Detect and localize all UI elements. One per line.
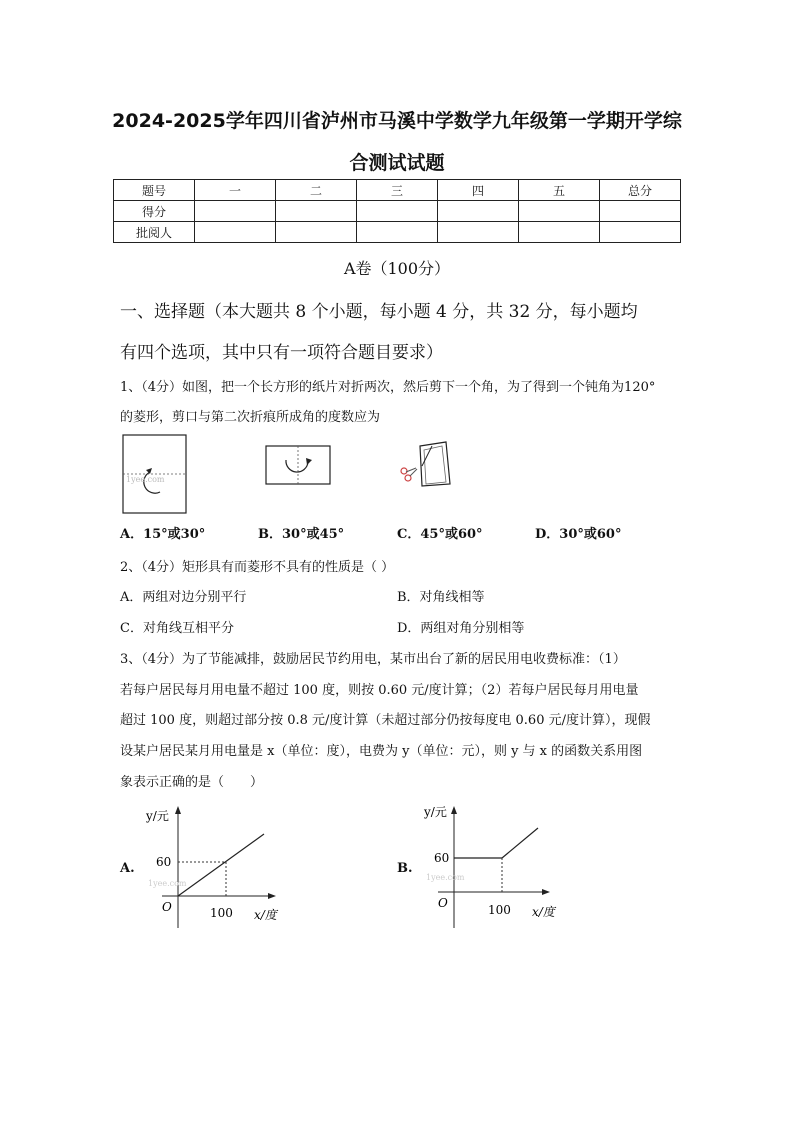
score-table-header: 总分	[600, 180, 681, 201]
fold-arrow-icon	[286, 460, 308, 472]
graph-a-line	[178, 834, 264, 896]
q1-option-a[interactable]: A．15°或30°	[120, 527, 206, 542]
page-title: 2024-2025学年四川省泸州市马溪中学数学九年级第一学期开学综	[112, 110, 682, 132]
q3-stem-line4: 设某户居民某月用电量是 x（单位：度），电费为 y（单位：元），则 y 与 x 的函数关系用图	[120, 744, 643, 759]
q2-option-b[interactable]: B．对角线相等	[397, 590, 485, 605]
graph-a-origin: O	[162, 900, 172, 914]
score-table-header: 一	[195, 180, 276, 201]
score-cell[interactable]	[600, 201, 681, 222]
watermark: 1yee.com	[126, 475, 165, 484]
q1-option-b[interactable]: B．30°或45°	[258, 527, 345, 542]
score-cell[interactable]	[438, 222, 519, 243]
graph-b-y-tick: 60	[434, 851, 450, 865]
score-cell[interactable]	[519, 222, 600, 243]
page-title-continued: 合测试试题	[349, 152, 445, 174]
section-a-title: A卷（100分）	[343, 259, 451, 278]
graph-a-y-label: y/元	[146, 809, 169, 823]
q3-stem: 3、（4分）为了节能减排，鼓励居民节约用电，某市出台了新的居民用电收费标准：（1）	[120, 652, 626, 667]
graph-b-origin: O	[438, 896, 448, 910]
score-row-label: 得分	[114, 201, 195, 222]
score-table-header-row	[114, 180, 681, 201]
graph-b-x-tick: 100	[488, 903, 511, 917]
q1-stem: 1、（4分）如图，把一个长方形的纸片对折两次，然后剪下一个角，为了得到一个钝角为120°	[120, 380, 656, 395]
q1-option-c[interactable]: C．45°或60°	[397, 527, 483, 542]
fold-figure-3	[401, 442, 450, 486]
q3-option-a[interactable]: A.	[120, 861, 135, 876]
fold-figure-1	[123, 435, 186, 513]
scissors-icon	[401, 468, 417, 481]
q2-option-c[interactable]: C．对角线互相平分	[120, 621, 234, 636]
watermark: 1yee.com	[148, 879, 187, 888]
score-table	[113, 179, 681, 243]
score-table-header: 三	[357, 180, 438, 201]
q2-option-d[interactable]: D．两组对角分别相等	[397, 621, 525, 636]
score-table-header: 题号	[114, 180, 195, 201]
score-cell[interactable]	[276, 201, 357, 222]
fold-figure-2	[266, 446, 330, 484]
score-cell[interactable]	[357, 201, 438, 222]
q2-option-a[interactable]: A．两组对边分别平行	[120, 590, 247, 605]
part1-heading: 一、选择题（本大题共 8 个小题，每小题 4 分，共 32 分，每小题均	[120, 302, 638, 322]
graph-a-y-tick: 60	[156, 855, 172, 869]
part1-heading-continued: 有四个选项，其中只有一项符合题目要求）	[120, 343, 443, 363]
score-table-header: 四	[438, 180, 519, 201]
score-cell[interactable]	[276, 222, 357, 243]
score-table-row	[114, 222, 681, 243]
q1-option-d[interactable]: D．30°或60°	[535, 527, 622, 542]
score-table-header: 二	[276, 180, 357, 201]
q1-figures	[120, 432, 470, 516]
graph-a-x-tick: 100	[210, 906, 233, 920]
score-table-header: 五	[519, 180, 600, 201]
q3-stem-line5: 象表示正确的是（ ）	[120, 775, 264, 790]
score-cell[interactable]	[195, 222, 276, 243]
graph-a	[140, 800, 300, 935]
q3-stem-line3: 超过 100 度，则超过部分按 0.8 元/度计算（未超过部分仍按每度电 0.60 元/度计算），现假	[120, 713, 651, 728]
graph-b-rising-segment	[502, 828, 538, 858]
graph-a-x-label: x/度	[254, 908, 277, 922]
q1-stem-continued: 的菱形，剪口与第二次折痕所成角的度数应为	[120, 410, 381, 425]
q3-stem-line2: 若每户居民每月用电量不超过 100 度，则按 0.60 元/度计算；（2）若每户居民每月用电量	[120, 683, 639, 698]
score-cell[interactable]	[519, 201, 600, 222]
q2-stem: 2、（4分）矩形具有而菱形不具有的性质是（ ）	[120, 560, 395, 575]
score-cell[interactable]	[600, 222, 681, 243]
score-table-row	[114, 201, 681, 222]
q3-option-b[interactable]: B.	[397, 861, 413, 876]
watermark: 1yee.com	[426, 873, 465, 882]
score-row-label: 批阅人	[114, 222, 195, 243]
graph-b-y-label: y/元	[424, 805, 447, 819]
score-cell[interactable]	[438, 201, 519, 222]
graph-b	[418, 800, 578, 935]
score-cell[interactable]	[357, 222, 438, 243]
graph-b-x-label: x/度	[532, 905, 555, 919]
score-cell[interactable]	[195, 201, 276, 222]
